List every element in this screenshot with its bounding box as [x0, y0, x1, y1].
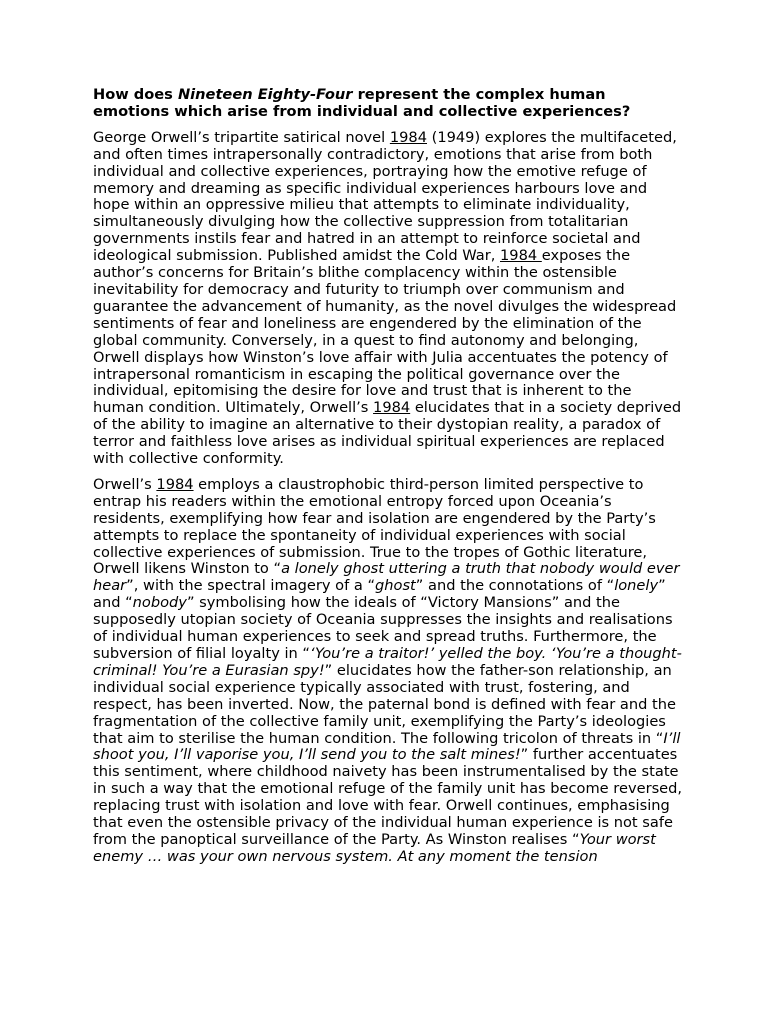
underlined-title: 1984 [389, 128, 427, 146]
italic-quote: Your worst enemy … was your own nervous system. At any moment the tension [93, 830, 656, 865]
italic-quote: ghost [375, 577, 416, 595]
underlined-title: 1984 [500, 247, 542, 265]
essay-question-heading [93, 87, 683, 121]
underlined-title: 1984 [373, 399, 411, 417]
text-run: Orwell’s [93, 475, 157, 493]
heading-pre: How does [93, 86, 178, 103]
italic-quote: a lonely ghost uttering a truth that nobody would ever hear [93, 560, 680, 595]
text-run: George Orwell’s tripartite satirical novel [93, 128, 390, 146]
italic-quote: ‘You’re a traitor!’ yelled the boy. ‘You’re a thought-criminal! You’re a Eurasian spy! [93, 645, 682, 679]
text-run: ” and the connotations of “ [415, 577, 615, 595]
text-run: (1949) explores the multifaceted, and often times intrapersonally contradictory, emotions that arise from both individual and collective experiences, portraying how the emotive refuge of memory and dreaming as specific individual experiences harbours love and hope within an oppressive milieu that attempts to eliminate individuality, simultaneously divulging how the collective suppression from totalitarian governments instils fear and hatred in an attempt to reinforce societal and ideological submission. Published amidst the Cold War, [93, 128, 677, 265]
text-run: exposes the author’s concerns for Britain’s blithe complacency within the ostensible inevitability for democracy and futurity to triumph over communism and guarantee the advancement of humanity, as the novel divulges the widespread sentiments of fear and loneliness are engendered by the elimination of the global community. Conversely, in a quest to find autonomy and belonging, Orwell displays how Winston’s love affair with Julia accentuates the potency of intrapersonal romanticism in escaping the political governance over the individual, epitomising the desire for love and trust that is inherent to the human condition. Ultimately, Orwell’s [93, 247, 677, 417]
underlined-title: 1984 [156, 475, 194, 493]
heading-post: represent the complex human emotions which arise from individual and collective experiences? [93, 86, 631, 120]
text-run: ” further accentuates this sentiment, where childhood naivety has been instrumentalised by the state in such a way that the emotional refuge of the family unit has become reversed, replacing trust with isolation and love with fear. Orwell continues, emphasising that even the ostensible privacy of the individual human experience is not safe from the panoptical surveillance of the Party. As Winston realises “ [93, 746, 683, 848]
text-run: ”, with the spectral imagery of a “ [126, 577, 376, 595]
italic-quote: lonely [614, 577, 659, 595]
paragraph-introduction [93, 130, 683, 468]
text-run: ” symbolising how the ideals of “Victory Mansions” and the supposedly utopian society of Oceania suppresses the insights and realisations of individual human experiences to seek and spread truths. Furthermore, the subversion of filial loyalty in “ [93, 594, 673, 662]
text-run: elucidates that in a society deprived of the ability to imagine an alternative to their dystopian reality, a paradox of terror and faithless love arises as individual spiritual experiences are replaced with collective conformity. [93, 399, 682, 468]
text-run: employs a claustrophobic third-person limited perspective to entrap his readers within the emotional entropy forced upon Oceania’s residents, exemplifying how fear and isolation are engendered by the Party’s attempts to replace the spontaneity of individual experiences with social collective experiences of submission. True to the tropes of Gothic literature, Orwell likens Winston to “ [93, 475, 656, 578]
paragraph-body-1 [93, 477, 683, 866]
italic-quote: I’ll shoot you, I’ll vaporise you, I’ll send you to the salt mines! [93, 729, 681, 764]
heading-title-italic: Nineteen Eighty-Four [177, 86, 353, 103]
text-run: ” and “ [93, 577, 666, 612]
italic-quote: nobody [132, 594, 187, 612]
text-run: ” elucidates how the father-son relationship, an individual social experience typically associated with trust, fostering, and respect, has been inverted. Now, the paternal bond is defined with fear and the fragmentation of the collective family unit, exemplifying the Party’s ideologies that aim to sterilise the human condition. The following tricolon of threats in “ [93, 661, 676, 747]
document-page [93, 87, 683, 875]
